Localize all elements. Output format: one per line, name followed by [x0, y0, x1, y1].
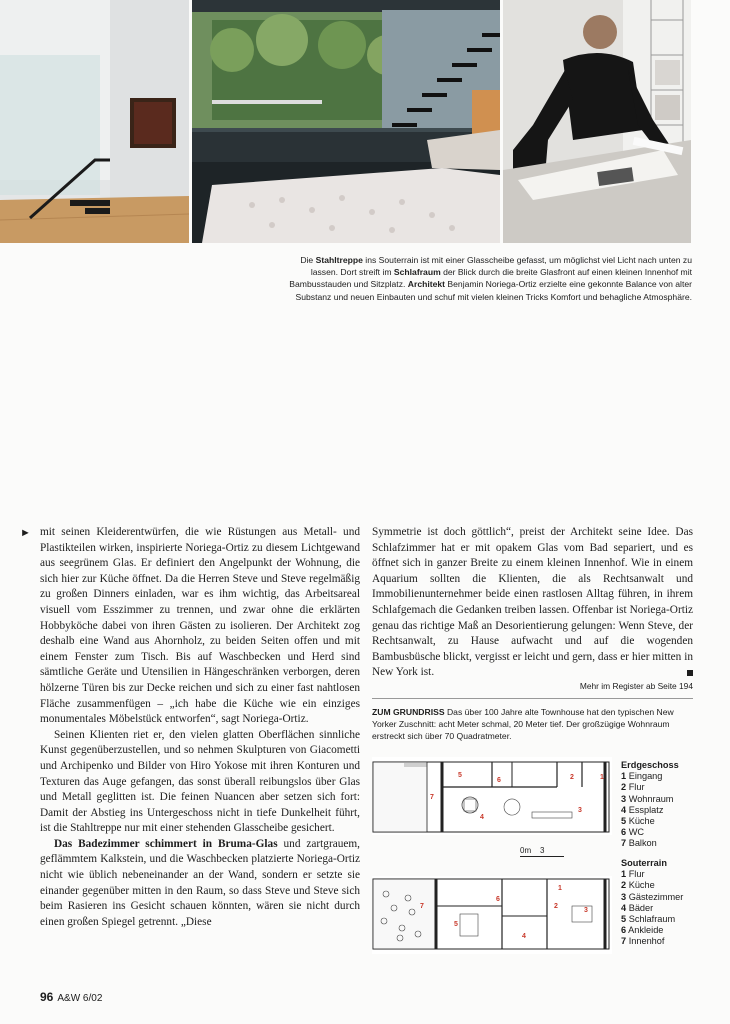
staircase-illustration [0, 0, 189, 243]
plan-label-5: 5 [454, 921, 458, 928]
floorplan-souterrain [372, 876, 612, 954]
legend-erdgeschoss: Erdgeschoss 1 Eingang 2 Flur 3 Wohnraum 4 Essplatz 5 Küche 6 WC 7 Balkon [621, 760, 679, 849]
plan-label-2: 2 [570, 774, 574, 781]
paragraph: Seinen Klienten riet er, den vielen glatten Oberflächen sinnliche Kunst gegenüberzustellen, und so nehmen Skulpturen von Giacometti und Archipenko und Bilder von Hiro Yokose mit ihren Konturen und Texturen das Auge gefangen, das sonst überall reibungslos über Glas und Metall geglitten ist. Die feinen Nuancen aber setzen sich fort: Damit der Abstieg ins Untergeschoss nicht in tiefe Dunkelheit führt, ist die Stahltreppe nur mit einer stehenden Glasscheibe gesichert. [40, 728, 360, 835]
floorplan-intro: ZUM GRUNDRISS Das über 100 Jahre alte Townhouse hat den typischen New Yorker Zuschnitt: acht Meter schmal, 20 Meter tief. Der großzügige Wohnraum erstreckt sich über 70 Quadratmeter. [372, 707, 674, 741]
plan-label-4: 4 [480, 814, 484, 821]
plan-label-6: 6 [497, 777, 501, 784]
legend-item: 5 Schlafraum [621, 914, 676, 925]
paragraph: Symmetrie ist doch göttlich“, preist der Architekt seine Idee. Das Schlafzimmer hat er mit opakem Glas vom Bad separiert, und es öffnet sich in ganzer Breite zu einem kleinen Innenhof. Wie in einem Aquarium sollten die Klienten, die als Rechtsanwalt und Immobilienunternehmer beide einen rastlosen Alltag führen, in ihrem Schlafgemach die Gedanken treiben lassen. Offenbar ist Noriega-Ortiz genau das richtige Maß an Desorientierung gelungen: Wenn Steve, der Rechtsanwalt, zu Hause aufwacht und auf die wogenden Bambusbüsche blickt, vergisst er leicht und gern, dass er hier mitten in New York ist. [372, 526, 693, 679]
legend-item: 3 Gästezimmer [621, 891, 684, 902]
legend-item: 4 Bäder [621, 902, 654, 913]
continuation-arrow-icon: ► [20, 527, 31, 539]
legend-item: 6 Ankleide [621, 925, 664, 936]
bedroom-illustration [192, 0, 500, 243]
scale-bar: 0m 3 [520, 846, 564, 857]
end-mark-icon [687, 670, 693, 676]
legend-souterrain: Souterrain 1 Flur 2 Küche 3 Gästezimmer 4 Bäder 5 Schlafraum 6 Ankleide 7 Innenhof [621, 858, 684, 947]
register-note: Mehr im Register ab Seite 194 [579, 681, 693, 691]
architect-illustration [503, 0, 691, 243]
photo-staircase [0, 0, 189, 243]
divider [372, 698, 693, 699]
plan-label-7: 7 [420, 903, 424, 910]
legend-item: 6 WC [621, 827, 644, 838]
plan-label-7: 7 [430, 794, 434, 801]
legend-item: 5 Küche [621, 816, 655, 827]
plan-label-1: 1 [600, 774, 604, 781]
legend-item: 7 Innenhof [621, 936, 665, 947]
plan-label-1: 1 [558, 885, 562, 892]
paragraph: Das Badezimmer schimmert in Bruma-Glas und zartgrauem, geflämmtem Kalkstein, und die Waschbecken platzierte Noriega-Ortiz nicht wie üblich nebeneinander an der Wand, sondern er setzte sie einander gegenüber mitten in den Raum, so dass Steve und Steve sich beim Rasieren ins Gesicht schauen könnten, wären sie nicht durch einen großen Spiegel getrennt. „Diese [40, 837, 360, 928]
legend-item: 1 Eingang [621, 771, 663, 782]
plan-label-4: 4 [522, 933, 526, 940]
legend-item: 2 Küche [621, 880, 655, 891]
photo-architect [503, 0, 691, 243]
paragraph: mit seinen Kleiderentwürfen, die wie Rüstungen aus Metall- und Plastikteilen wirken, inspirierte Noriega-Ortiz zu diesem Lichtgewand aus seegrünem Glas. Er definiert den Angelpunkt der Wohnung, die sich hier zur Küche öffnet. Da die Herren Steve und Steve regelmäßig zu großen Dinners einladen, war es ihm wichtig, das Arbeitsareal visuell vom Esszimmer zu trennen, und zwar ohne die erklärten Hobbyköche dabei von ihren Gästen zu isolieren. Der Architekt zog deshalb eine Wand aus Ahornholz, zu beiden Seiten offen und mit einem Fenster zum Tisch. Bis auf Waschbecken und Herd sind sämtliche Geräte und Utensilien in Hängeschränken verborgen, deren hölzerne Türen bis zur Decke reichen und sich zu einer fast nahtlosen Fläche zusammenfügen – „ich habe die Küche wie ein einziges monumentales Möbelstück entworfen“, sagt Noriega-Ortiz. [40, 526, 360, 726]
legend-item: 3 Wohnraum [621, 793, 674, 804]
legend-item: 7 Balkon [621, 838, 657, 849]
plan-label-3: 3 [584, 907, 588, 914]
magazine-issue: A&W 6/02 [57, 993, 103, 1004]
floorplan-erdgeschoss [372, 757, 612, 835]
photo-bedroom [192, 0, 500, 243]
page-footer [40, 990, 102, 1004]
legend-item: 2 Flur [621, 782, 645, 793]
plan-label-2: 2 [554, 903, 558, 910]
photo-caption: Die Stahltreppe ins Souterrain ist mit einer Glasscheibe gefasst, um möglichst viel Licht nach unten zu lassen. Dort streift im Schlafraum der Blick durch die breite Glasfront auf einen kleinen Innenhof mit Bambusstauden und Sitzplatz. Architekt Benjamin Noriega-Ortiz erzielte eine gekonnte Balance von alter Substanz und neuen Einbauten und schuf mit vielen kleinen Tricks Komfort und behagliche Atmosphäre. [289, 255, 692, 302]
legend-item: 4 Essplatz [621, 804, 664, 815]
plan-label-3: 3 [578, 807, 582, 814]
text-column-right [372, 525, 693, 681]
plan-label-5: 5 [458, 772, 462, 779]
legend-item: 1 Flur [621, 869, 645, 880]
page-number: 96 [40, 990, 54, 1004]
text-column-left [40, 525, 360, 930]
plan-label-6: 6 [496, 896, 500, 903]
